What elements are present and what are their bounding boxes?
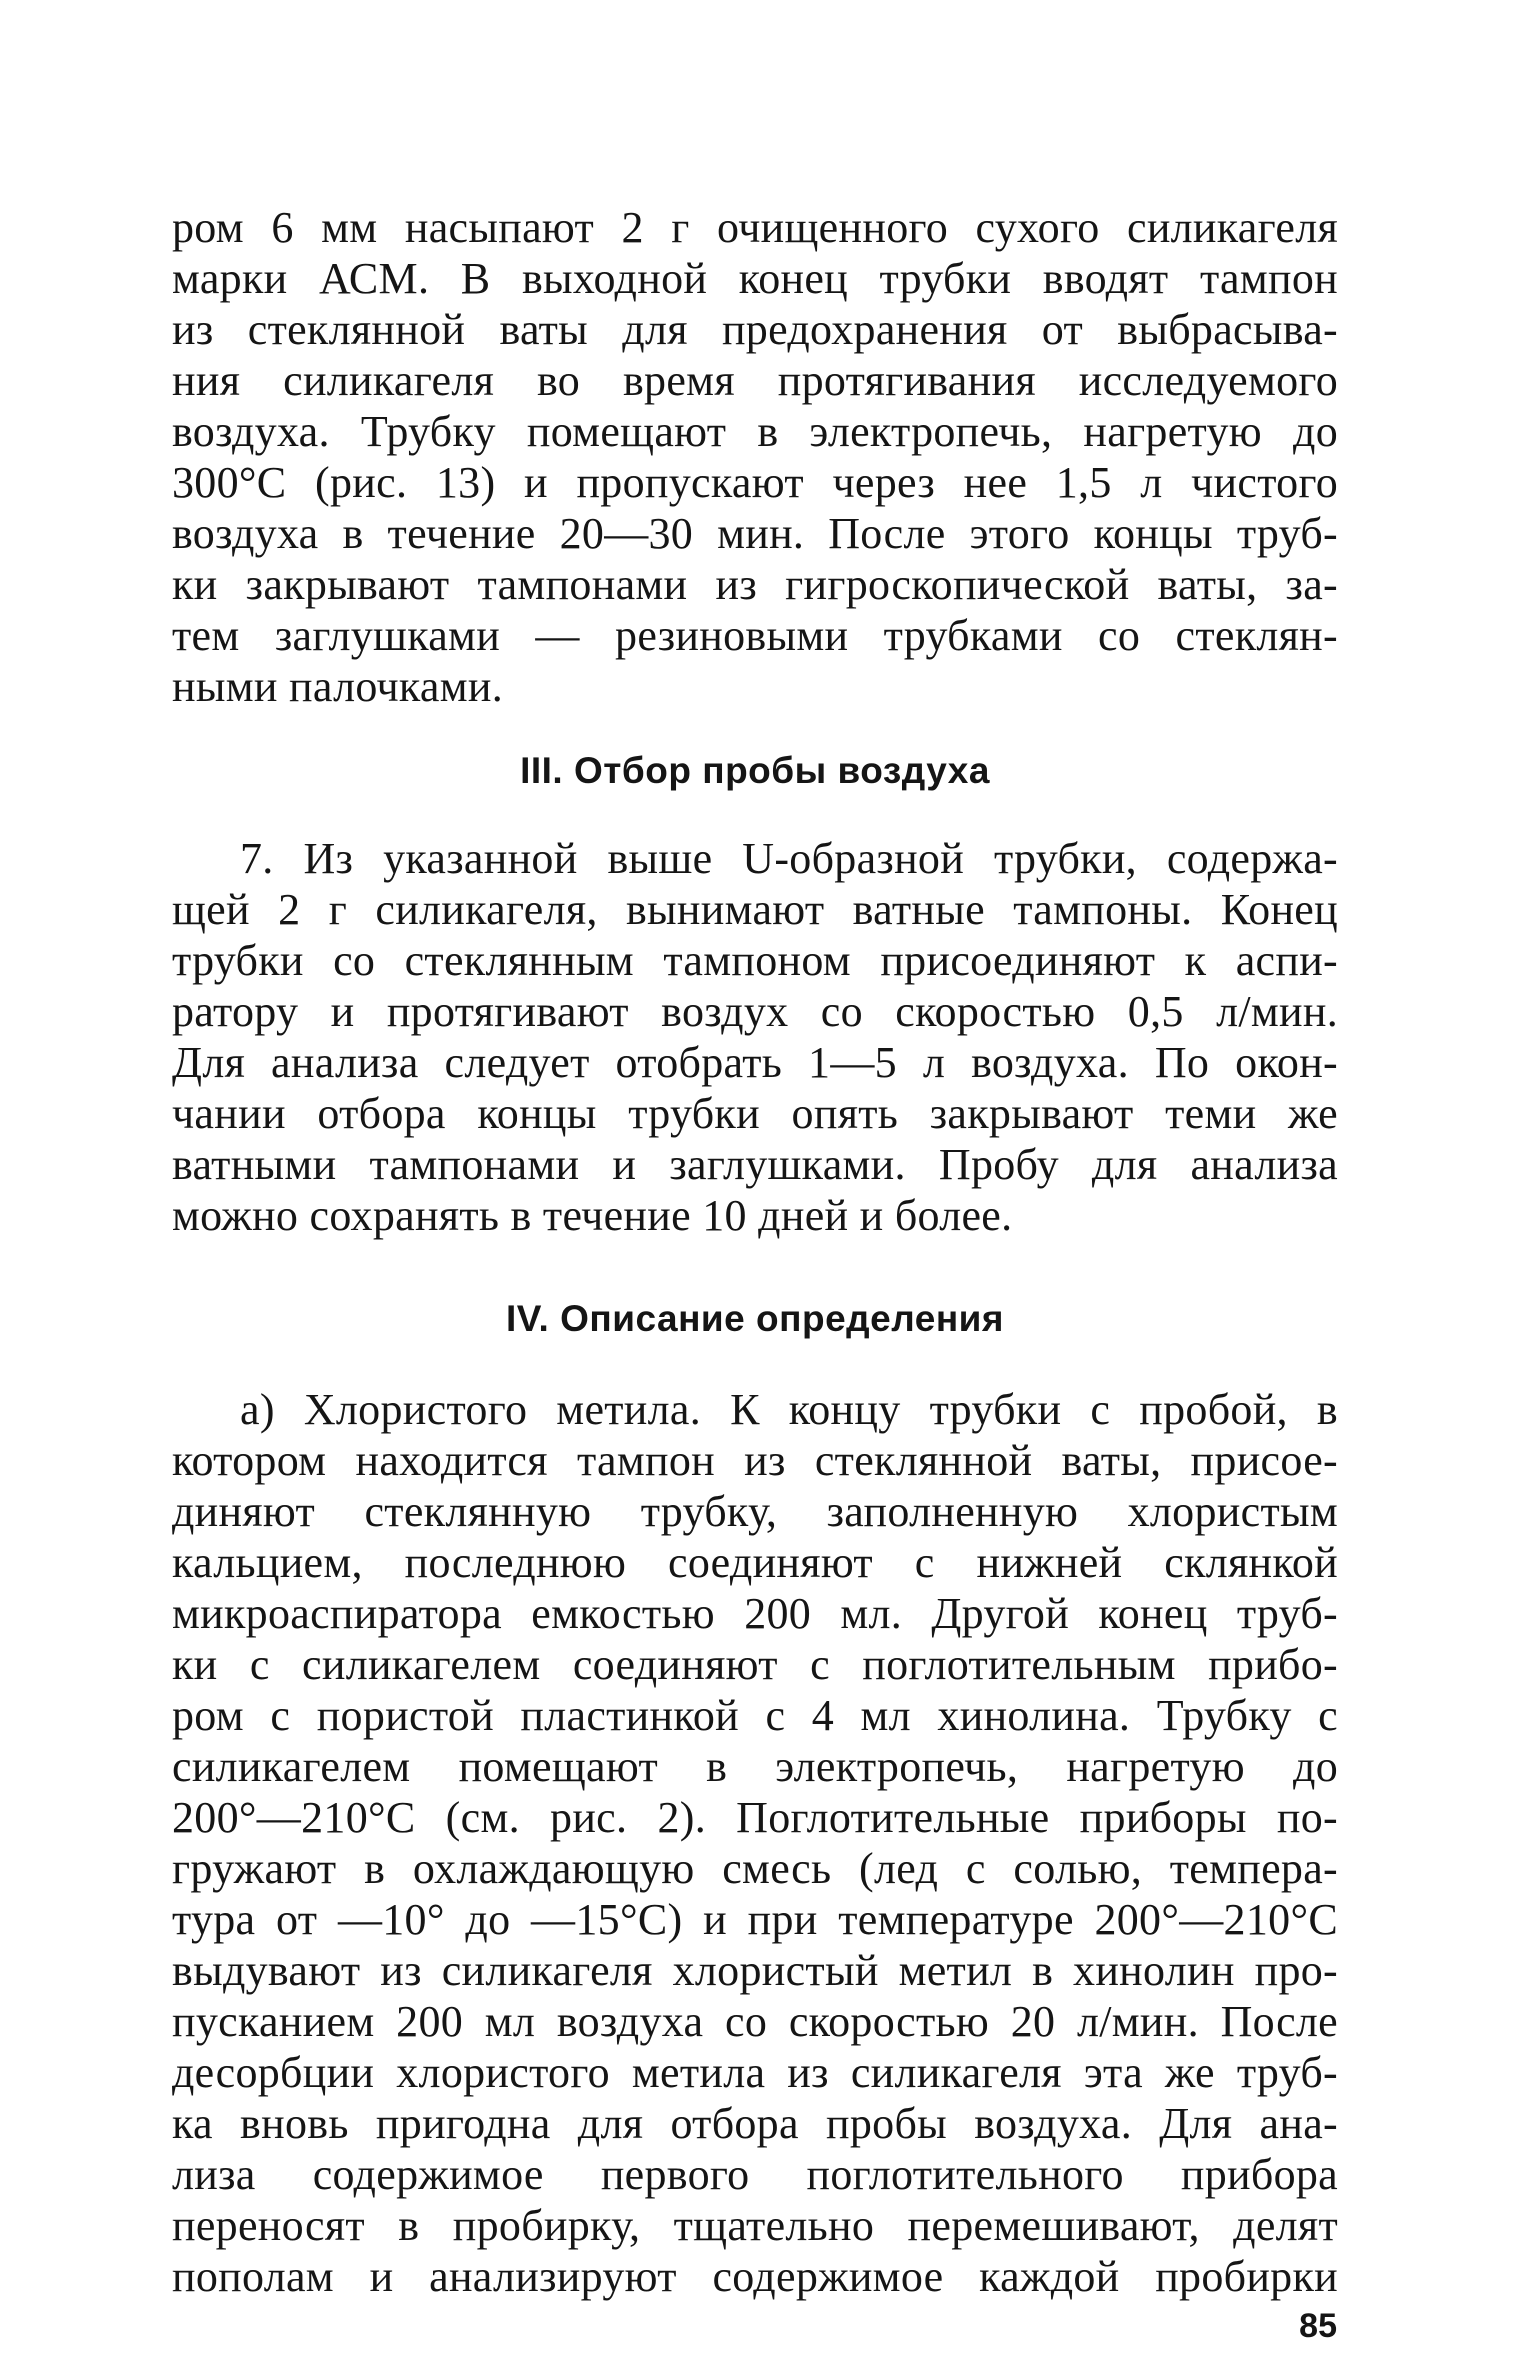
text-line: а) Хлористого метила. К концу трубки с пробой, в — [240, 1385, 1338, 1434]
text-line: переносят в пробирку, тщательно перемешивают, делят — [172, 2201, 1338, 2250]
text-line: марки АСМ. В выходной конец трубки вводят тампон — [172, 254, 1338, 303]
text-line: микроаспиратора емкостью 200 мл. Другой конец труб- — [172, 1589, 1338, 1638]
text-line: ки с силикагелем соединяют с поглотительным прибо- — [172, 1640, 1338, 1689]
text-line: выдувают из силикагеля хлористый метил в хинолин про- — [172, 1946, 1338, 1995]
section-heading: IV. Описание определения — [505, 1298, 1005, 1339]
text-line: можно сохранять в течение 10 дней и более. — [172, 1191, 1013, 1240]
text-line: 7. Из указанной выше U-образной трубки, содержа- — [240, 834, 1338, 883]
text-line: 200°—210°С (см. рис. 2). Поглотительные приборы по- — [172, 1793, 1338, 1842]
text-line: ка вновь пригодна для отбора пробы воздуха. Для ана- — [172, 2099, 1338, 2148]
text-line: силикагелем помещают в электропечь, нагретую до — [172, 1742, 1338, 1791]
text-line: трубки со стеклянным тампоном присоединяют к аспи- — [172, 936, 1338, 985]
text-line: тем заглушками — резиновыми трубками со стеклян- — [172, 611, 1338, 660]
text-line: кальцием, последнюю соединяют с нижней склянкой — [172, 1538, 1338, 1587]
text-line: десорбции хлористого метила из силикагеля эта же труб- — [172, 2048, 1338, 2097]
text-line: 300°С (рис. 13) и пропускают через нее 1,5 л чистого — [172, 458, 1338, 507]
text-line: чании отбора концы трубки опять закрывают теми же — [172, 1089, 1338, 1138]
text-line: котором находится тампон из стеклянной ваты, присое- — [172, 1436, 1338, 1485]
text-line: ратору и протягивают воздух со скоростью 0,5 л/мин. — [172, 987, 1338, 1036]
text-line: воздуха в течение 20—30 мин. После этого концы труб- — [172, 509, 1338, 558]
text-line: ными палочками. — [172, 662, 504, 711]
text-line: пусканием 200 мл воздуха со скоростью 20 л/мин. После — [172, 1997, 1338, 2046]
text-line: ром с пористой пластинкой с 4 мл хинолина. Трубку с — [172, 1691, 1338, 1740]
text-line: ром 6 мм насыпают 2 г очищенного сухого силикагеля — [172, 203, 1338, 252]
text-line: из стеклянной ваты для предохранения от выбрасыва- — [172, 305, 1338, 354]
text-line: ватными тампонами и заглушками. Пробу для анализа — [172, 1140, 1338, 1189]
text-line: воздуха. Трубку помещают в электропечь, нагретую до — [172, 407, 1338, 456]
text-line: ки закрывают тампонами из гигроскопической ваты, за- — [172, 560, 1338, 609]
page-number: 85 — [1299, 2307, 1337, 2345]
text-line: Для анализа следует отобрать 1—5 л воздуха. По окон- — [172, 1038, 1338, 1087]
text-line: лиза содержимое первого поглотительного прибора — [172, 2150, 1338, 2199]
text-line: щей 2 г силикагеля, вынимают ватные тампоны. Конец — [172, 885, 1338, 934]
text-line: диняют стеклянную трубку, заполненную хлористым — [172, 1487, 1338, 1536]
text-line: пополам и анализируют содержимое каждой пробирки — [172, 2252, 1338, 2301]
text-line: гружают в охлаждающую смесь (лед с солью, темпера- — [172, 1844, 1338, 1893]
text-line: ния силикагеля во время протягивания исследуемого — [172, 356, 1338, 405]
text-line: тура от —10° до —15°С) и при температуре 200°—210°С — [172, 1895, 1338, 1944]
section-heading: III. Отбор пробы воздуха — [520, 750, 990, 791]
